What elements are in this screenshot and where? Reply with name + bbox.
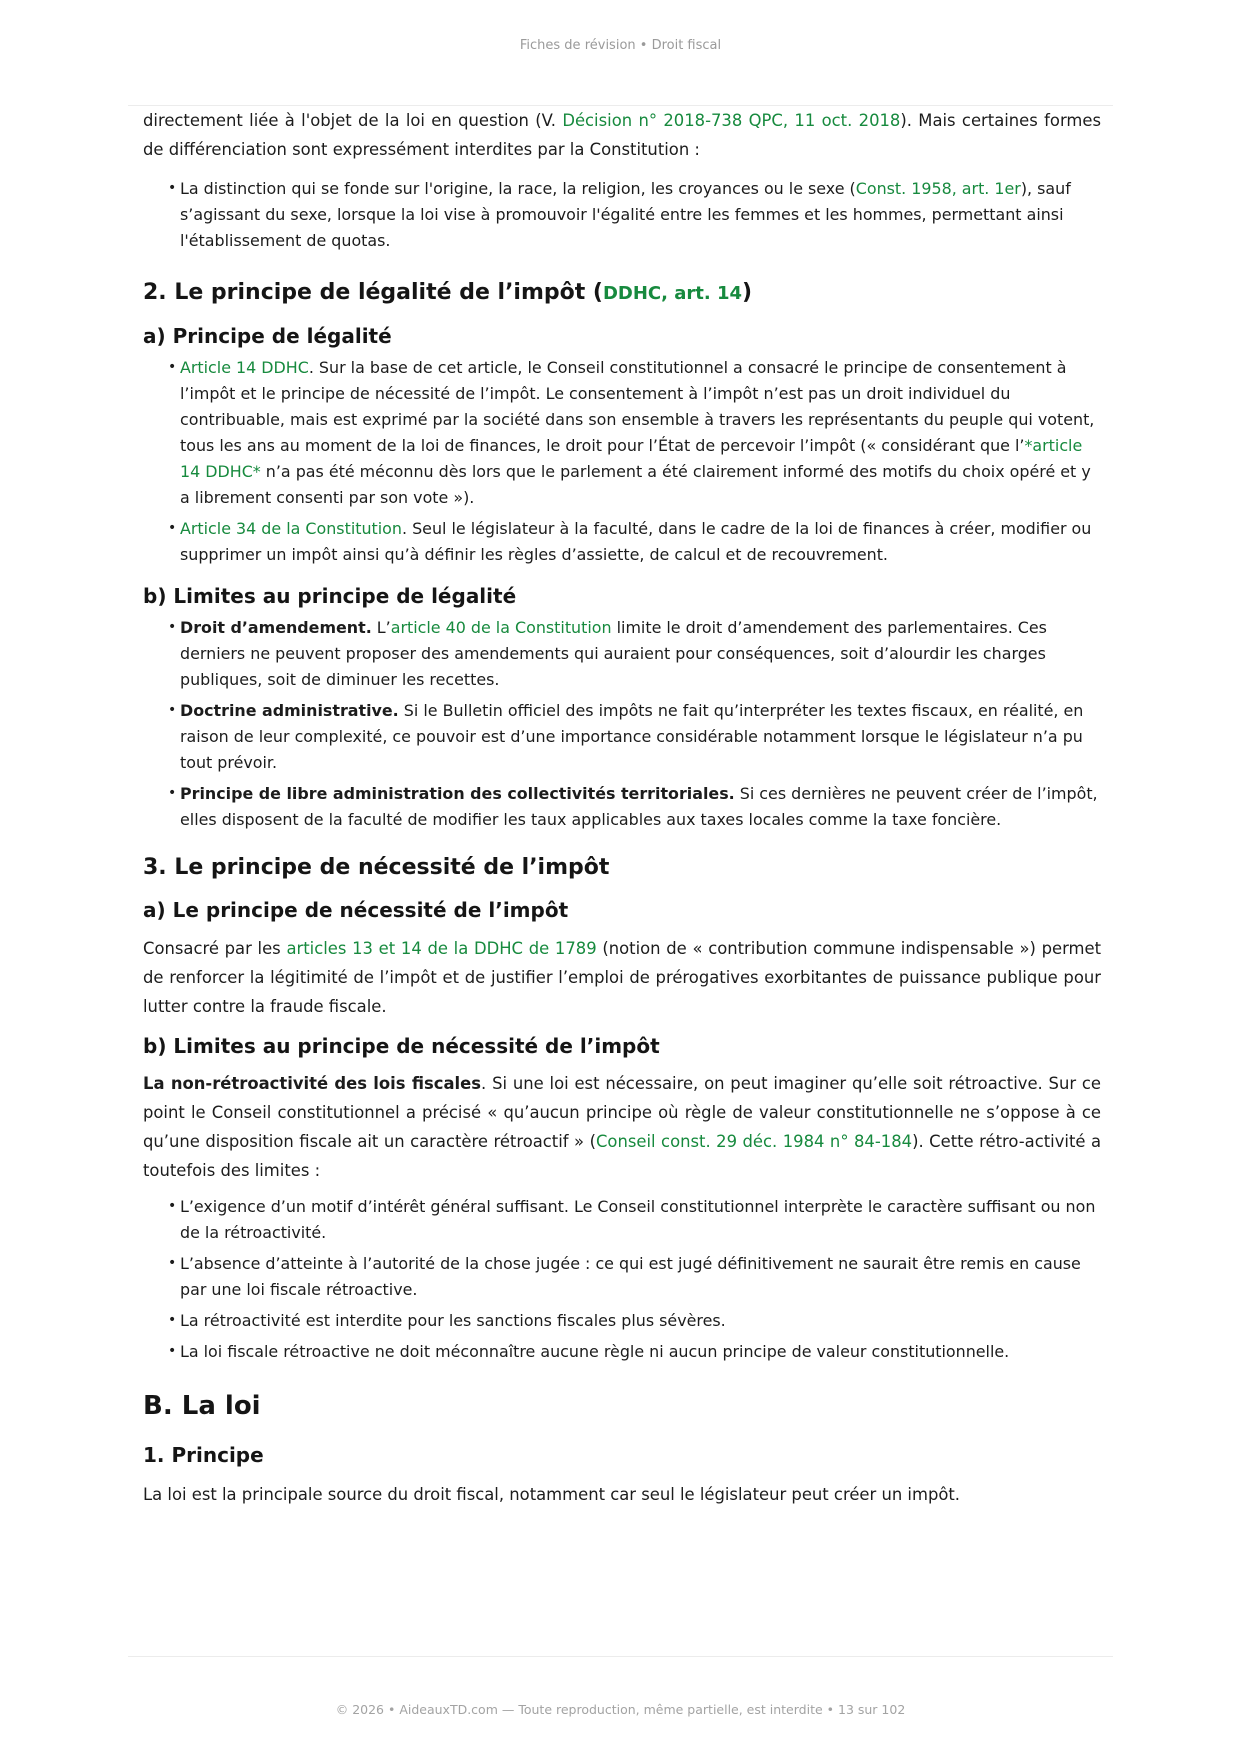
list-item-text: Si le Bulletin officiel des impôts ne fait qu’interpréter les textes fiscaux, en réalité, en raison de leur complexité, ce pouvoir est d’une importance considérable notamment lorsque le législateur n’a pu tout prévoir.	[180, 701, 1084, 772]
section-3b-paragraph	[143, 1069, 1101, 1185]
list-item	[143, 781, 1101, 833]
list-item: • La rétroactivité est interdite pour les sanctions fiscales plus sévères.	[143, 1308, 1101, 1334]
section-3-heading: 3. Le principe de nécessité de l’impôt	[143, 855, 610, 880]
list-item-strong: Doctrine administrative.	[180, 701, 399, 720]
list-item-text: La distinction qui se fonde sur l'origine, la race, la religion, les croyances ou le sexe (	[180, 179, 856, 198]
list-item-text: . Sur la base de cet article, le Conseil constitutionnel a consacré le principe de consentement à l’impôt et le principe de nécessité de l’impôt. Le consentement à l’impôt n’est pas un droit individuel du contribuable, mais est exprimé par la société dans son ensemble à travers les représentants du peuple qui votent, tous les ans au moment de la loi de finances, le droit pour l’État de percevoir l’impôt (« considérant que l’	[180, 358, 1095, 455]
article-34-constitution-link[interactable]: Article 34 de la Constitution	[180, 519, 402, 538]
list-item-strong: Principe de libre administration des collectivités territoriales.	[180, 784, 735, 803]
section-2b-heading: b) Limites au principe de légalité	[143, 584, 517, 608]
document-body	[143, 108, 1101, 1509]
list-item-text: . Seul le législateur à la faculté, dans le cadre de la loi de finances à créer, modifier ou supprimer un impôt ainsi qu’à définir les règles d’assiette, de calcul et de recouvrement.	[180, 519, 1092, 564]
paragraph-text: . Si une loi est nécessaire, on peut imaginer qu’elle soit rétroactive. Sur ce point le Conseil constitutionnel a précisé « qu’aucun principe où règle de valeur constitutionnelle ne s’oppose à ce qu’une disposition fiscale ait un caractère rétroactif » (	[143, 1074, 1101, 1151]
list-item-text: limite le droit d’amendement des parlementaires. Ces derniers ne peuvent proposer des amendements qui auraient pour conséquences, soit d’alourdir les charges publiques, soit de diminuer les recettes.	[180, 618, 1047, 689]
section-2-heading	[143, 278, 1101, 309]
paragraph-text: (notion de « contribution commune indispensable ») permet de renforcer la légitimité de l’impôt et de justifier l’emploi de prérogatives exorbitantes de puissance publique pour lutter contre la fraude fiscale.	[143, 939, 1102, 1016]
section-b-heading: B. La loi	[143, 1391, 261, 1421]
section-3b-list	[143, 1194, 1101, 1365]
heading-text: 2. Le principe de légalité de l’impôt (	[143, 280, 603, 305]
section-3b-heading: b) Limites au principe de nécessité de l’impôt	[143, 1034, 660, 1058]
page-footer: © 2026 • AideauxTD.com — Toute reproduction, même partielle, est interdite • 13 sur 102	[335, 1702, 906, 1717]
ddhc-art14-heading-link[interactable]: DDHC, art. 14	[602, 283, 743, 304]
paragraph-strong: La non-rétroactivité des lois fiscales	[143, 1074, 482, 1093]
list-item-text: L’	[371, 618, 391, 637]
list-item	[143, 698, 1101, 776]
const-1958-link[interactable]: Const. 1958, art. 1er	[855, 179, 1021, 198]
paragraph-text: ). Cette rétro-activité a toutefois des limites :	[143, 1132, 1101, 1180]
page-header: Fiches de révision • Droit fiscal	[519, 38, 722, 53]
list-item-text: ), sauf s’agissant du sexe, lorsque la loi vise à promouvoir l'égalité entre les femmes et les hommes, permettant ainsi l'établissement de quotas.	[180, 179, 1071, 250]
section-2a-heading: a) Principe de légalité	[143, 324, 392, 348]
paragraph-text: Consacré par les	[143, 939, 287, 958]
article-14-ddhc-link[interactable]: Article 14 DDHC	[180, 358, 309, 377]
intro-text-1: directement liée à l'objet de la loi en question (V.	[143, 111, 563, 130]
decision-2018-738-link[interactable]: Décision n° 2018-738 QPC, 11 oct. 2018	[562, 111, 901, 130]
section-3a-heading: a) Le principe de nécessité de l’impôt	[143, 898, 569, 922]
list-item	[143, 355, 1101, 511]
list-item	[143, 615, 1101, 693]
list-item: • L’exigence d’un motif d’intérêt général suffisant. Le Conseil constitutionnel interprète le caractère suffisant ou non de la rétroactivité.	[143, 1194, 1101, 1246]
list-item: • L’absence d’atteinte à l’autorité de la chose jugée : ce qui est jugé définitivement ne saurait être remis en cause par une loi fiscale rétroactive.	[143, 1251, 1101, 1303]
conseil-const-1984-link[interactable]: Conseil const. 29 déc. 1984 n° 84-184	[595, 1132, 913, 1151]
footer-divider	[128, 1656, 1113, 1657]
section-3a-paragraph	[143, 934, 1101, 1021]
article-14-ddhc-inline-link[interactable]: *article 14 DDHC*	[180, 436, 1083, 481]
section-b1-paragraph: La loi est la principale source du droit fiscal, notamment car seul le législateur peut créer un impôt.	[143, 1485, 961, 1504]
intro-text-2: ). Mais certaines formes de différenciation sont expressément interdites par la Constitution :	[143, 111, 1101, 159]
intro-paragraph	[143, 106, 1101, 164]
article-40-constitution-link[interactable]: article 40 de la Constitution	[390, 618, 612, 637]
heading-text-end: )	[742, 280, 753, 305]
section-2b-list	[143, 615, 1101, 833]
list-item	[143, 516, 1101, 568]
list-item-text: Si ces dernières ne peuvent créer de l’impôt, elles disposent de la faculté de modifier les taux applicables aux taxes locales comme la taxe foncière.	[180, 784, 1098, 829]
articles-13-14-ddhc-link[interactable]: articles 13 et 14 de la DDHC de 1789	[286, 939, 597, 958]
list-item	[143, 176, 1101, 254]
intro-list	[143, 176, 1101, 254]
section-2a-list	[143, 355, 1101, 568]
section-b1-heading: 1. Principe	[143, 1443, 264, 1467]
list-item-text: n’a pas été méconnu dès lors que le parlement a été clairement informé des motifs du choix opéré et y a librement consenti par son vote »).	[180, 462, 1091, 507]
list-item-strong: Droit d’amendement.	[180, 618, 372, 637]
list-item: • La loi fiscale rétroactive ne doit méconnaître aucune règle ni aucun principe de valeur constitutionnelle.	[143, 1339, 1101, 1365]
